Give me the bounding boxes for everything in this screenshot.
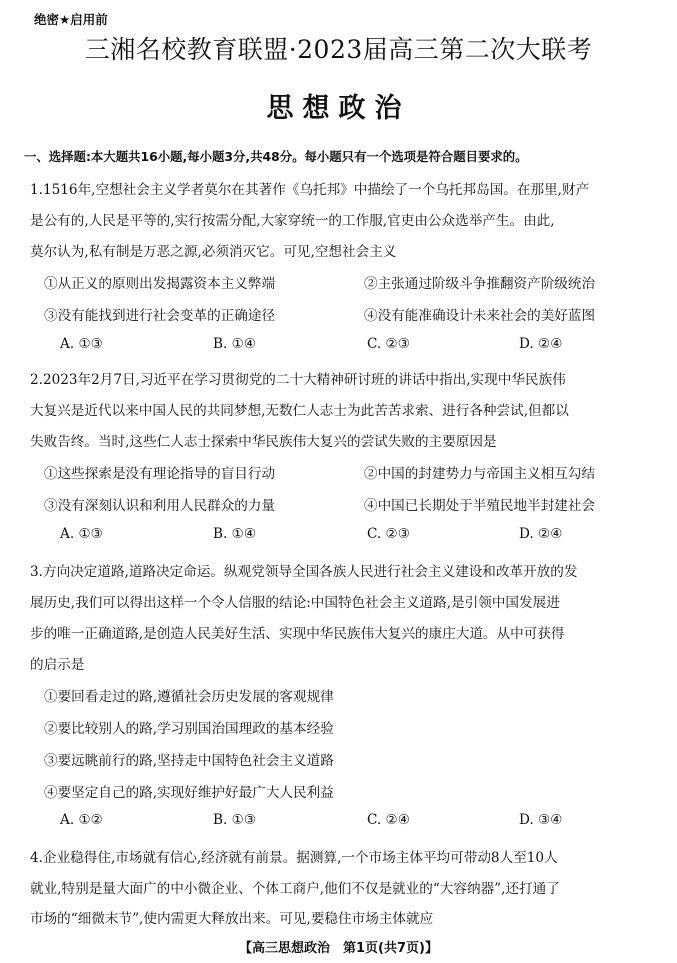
option-statement: ④要坚定自己的路,实现好维护好最广大人民利益 bbox=[44, 785, 334, 801]
option-statement: ④中国已长期处于半殖民地半封建社会 bbox=[364, 498, 596, 514]
answer-choice: B. ①④ bbox=[213, 336, 257, 352]
answer-choice: C. ②③ bbox=[367, 336, 410, 352]
section-instructions: 一、选择题:本大题共16小题,每小题3分,共48分。每小题只有一个选项是符合题目要求的。 bbox=[24, 149, 528, 164]
option-statement: ④没有能准确设计未来社会的美好蓝图 bbox=[364, 308, 596, 324]
question-stem-line: 就业,特别是量大面广的中小微企业、个体工商户,他们不仅是就业的“大容纳器”,还打通了 bbox=[30, 881, 560, 897]
option-statement: ③没有深刻认识和利用人民群众的力量 bbox=[44, 498, 276, 514]
question-stem-line: 1.1516年,空想社会主义学者莫尔在其著作《乌托邦》中描绘了一个乌托邦岛国。在那里,财产 bbox=[30, 182, 590, 198]
answer-choice: D. ③④ bbox=[519, 812, 563, 828]
option-statement: ②中国的封建势力与帝国主义相互勾结 bbox=[364, 466, 596, 482]
question-stem-line: 4.企业稳得住,市场就有信心,经济就有前景。据测算,一个市场主体平均可带动8人至10人 bbox=[30, 850, 558, 866]
option-statement: ①要回看走过的路,遵循社会历史发展的客观规律 bbox=[44, 689, 334, 705]
question-stem-line: 2.2023年2月7日,习近平在学习贯彻党的二十大精神研讨班的讲话中指出,实现中华民族伟 bbox=[30, 372, 566, 388]
option-statement: ②要比较别人的路,学习别国治国理政的基本经验 bbox=[44, 721, 334, 737]
answer-choice: A. ①③ bbox=[60, 336, 103, 352]
question-stem-line: 3.方向决定道路,道路决定命运。纵观党领导全国各族人民进行社会主义建设和改革开放的发 bbox=[30, 564, 578, 580]
answer-choice: C. ②④ bbox=[367, 812, 410, 828]
confidential-label: 绝密★启用前 bbox=[34, 12, 108, 27]
question-stem-line: 莫尔认为,私有制是万恶之源,必须消灭它。可见,空想社会主义 bbox=[30, 244, 397, 260]
answer-choice: B. ①③ bbox=[213, 812, 257, 828]
question-stem-line: 展历史,我们可以得出这样一个令人信服的结论:中国特色社会主义道路,是引领中国发展进 bbox=[30, 595, 560, 611]
answer-choice: B. ①④ bbox=[213, 526, 257, 542]
answer-choice: D. ②④ bbox=[519, 526, 563, 542]
exam-title: 三湘名校教育联盟·2023届高三第二次大联考 bbox=[84, 35, 593, 64]
question-stem-line: 大复兴是近代以来中国人民的共同梦想,无数仁人志士为此苦苦求索、进行各种尝试,但都以 bbox=[30, 403, 569, 419]
option-statement: ①这些探索是没有理论指导的盲目行动 bbox=[44, 466, 276, 482]
question-stem-line: 市场的“细微末节”,使内需更大释放出来。可见,要稳住市场主体就应 bbox=[30, 911, 434, 927]
question-stem-line: 的启示是 bbox=[30, 657, 85, 673]
question-stem-line: 失败告终。当时,这些仁人志士探索中华民族伟大复兴的尝试失败的主要原因是 bbox=[30, 434, 497, 450]
option-statement: ③要远眺前行的路,坚持走中国特色社会主义道路 bbox=[44, 753, 334, 769]
question-stem-line: 步的唯一正确道路,是创造人民美好生活、实现中华民族伟大复兴的康庄大道。从中可获得 bbox=[30, 626, 565, 642]
page-footer: 【高三思想政治 第1页(共7页)】 bbox=[239, 941, 438, 956]
answer-choice: A. ①③ bbox=[60, 526, 103, 542]
answer-choice: C. ②③ bbox=[367, 526, 410, 542]
option-statement: ①从正义的原则出发揭露资本主义弊端 bbox=[44, 276, 276, 292]
subject-title: 思想政治 bbox=[266, 93, 411, 124]
answer-choice: A. ①② bbox=[60, 812, 103, 828]
question-stem-line: 是公有的,人民是平等的,实行按需分配,大家穿统一的工作服,官吏由公众选举产生。由此, bbox=[30, 213, 555, 229]
answer-choice: D. ②④ bbox=[519, 336, 563, 352]
option-statement: ③没有能找到进行社会变革的正确途径 bbox=[44, 308, 276, 324]
option-statement: ②主张通过阶级斗争推翻资产阶级统治 bbox=[364, 276, 596, 292]
